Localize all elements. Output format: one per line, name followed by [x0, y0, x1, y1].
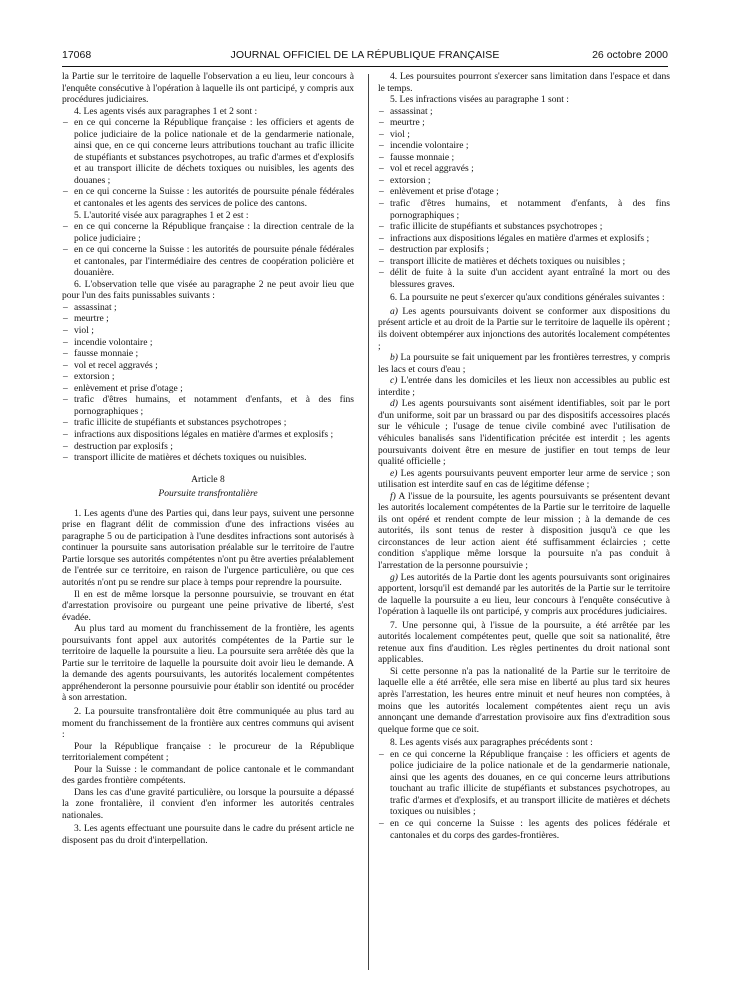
paragraph: 6. La poursuite ne peut s'exercer qu'aux conditions générales suivantes :: [390, 292, 665, 304]
list-item: – meurtre ;: [62, 313, 354, 325]
journal-title: JOURNAL OFFICIEL DE LA RÉPUBLIQUE FRANÇAISE: [230, 49, 500, 61]
paragraph: 3. Les agents effectuant une poursuite dans le cadre du présent article ne disposent pas du droit d'interpellation.: [62, 823, 354, 846]
list-item: – incendie volontaire ;: [378, 140, 670, 152]
list: [378, 106, 670, 291]
list-item: – transport illicite de matières et déchets toxiques ou nuisibles.: [62, 452, 354, 464]
paragraph: Au plus tard au moment du franchissement de la frontière, les agents poursuivants font appel aux autorités compétentes de la Partie sur le territoire de laquelle la poursuite a lieu. La poursuite sera arrêtée dès que la Partie sur le territoire de laquelle la poursuite doit avoir lieu le demande. A la demande des agents poursuivants, les autorités localement compétentes appréhenderont la personne poursuivie pour établir son identité ou procéder à son arrestation.: [62, 623, 354, 704]
publication-date: 26 octobre 2000: [592, 49, 668, 61]
condition-a: a) Les agents poursuivants doivent se conformer aux dispositions du présent article et au droit de la Partie sur le territoire de laquelle ils opèrent ; ils doivent obtempérer aux injonctions des autorités localement compétentes ;: [378, 305, 670, 352]
condition-b: b) La poursuite se fait uniquement par les frontières terrestres, y compris les lacs et cours d'eau ;: [378, 352, 670, 375]
list-item: – viol ;: [62, 325, 354, 337]
page-header: [62, 46, 668, 66]
paragraph: Pour la Suisse : le commandant de police cantonale et le commandant des gardes frontière compétents.: [62, 763, 354, 787]
list-item: – extorsion ;: [62, 371, 354, 383]
list-item: – transport illicite de matières et déchets toxiques ou nuisibles ;: [378, 256, 670, 268]
header-rule: [62, 66, 668, 67]
article-subtitle: Poursuite transfrontalière: [158, 488, 258, 500]
list-item: – vol et recel aggravés ;: [378, 163, 670, 175]
condition-d: d) Les agents poursuivants sont aisément identifiables, soit par le port d'un uniforme, soit par un brassard ou par des dispositifs accessoires placés sur le véhicule ; l'usage de tenue civile combiné avec l'utilisation de véhicules banalisés sans l'identification précitée est interdit ; les agents poursuivants doivent être en mesure de justifier en tout temps de leur qualité officielle ;: [378, 398, 671, 468]
list-item: – infractions aux dispositions légales en matière d'armes et explosifs ;: [378, 233, 670, 245]
article-title: Article 8: [191, 473, 225, 485]
list-item: – trafic d'êtres humains, et notamment d'enfants, à des fins pornographiques ;: [378, 198, 670, 221]
condition-c: c) L'entrée dans les domiciles et les lieux non accessibles au public est interdite ;: [378, 375, 670, 398]
paragraph-5: 5. L'autorité visée aux paragraphes 1 et 2 est :: [74, 209, 249, 221]
list-item: – meurtre ;: [378, 117, 670, 129]
list-item: – enlèvement et prise d'otage ;: [378, 186, 670, 198]
list-item: – délit de fuite à la suite d'un accident ayant entraîné la mort ou des blessures graves.: [378, 267, 670, 290]
list-item: – fausse monnaie ;: [62, 348, 354, 360]
paragraph: 2. La poursuite transfrontalière doit être communiquée au plus tard au moment du franchissement de la frontière aux centres communs qui avisent :: [62, 705, 354, 741]
paragraph: 7. Une personne qui, à l'issue de la poursuite, a été arrêtée par les autorités localement compétentes peut, quelle que soit sa nationalité, être retenue aux fins d'audition. Les règles pertinentes du droit national sont applicables.: [378, 619, 670, 666]
paragraph-6: 6. L'observation telle que visée au paragraphe 2 ne peut avoir lieu que pour l'un des faits punissables suivants :: [62, 278, 354, 302]
list-item: – fausse monnaie ;: [378, 152, 670, 164]
paragraph: 8. Les agents visés aux paragraphes précédents sont :: [390, 737, 593, 749]
list-item: – assassinat ;: [62, 302, 354, 314]
list-item: – trafic illicite de stupéfiants et substances psychotropes ;: [62, 417, 354, 429]
list-item: – en ce qui concerne la République française : les officiers et agents de police judiciaire de la police nationale et de la gendarmerie nationale, ainsi que, en ce qui concerne leurs attributions touchant au trafic illicite de stupéfiants et substances psychotropes, au trafic d'armes et d'explosifs et au transport illicite de déchets toxiques ou nuisibles, les agents des douanes ;: [62, 117, 354, 186]
paragraph: Pour la République française : le procureur de la République territorialement compétent ;: [62, 740, 354, 764]
column-divider: [368, 74, 369, 970]
list-item: – en ce qui concerne la Suisse : les autorités de poursuite pénale fédérales et cantonales, par l'intermédiaire des centres de coopération policière et douanière.: [62, 244, 354, 279]
paragraph: 4. Les poursuites pourront s'exercer sans limitation dans l'espace et dans le temps.: [378, 71, 670, 94]
list-item: – trafic illicite de stupéfiants et substances psychotropes ;: [378, 221, 670, 233]
list-item: – trafic d'êtres humains, et notamment d'enfants, et à des fins pornographiques ;: [62, 394, 354, 417]
right-column: [378, 71, 670, 841]
paragraph: 1. Les agents d'une des Parties qui, dans leur pays, suivent une personne prise en flagrant délit de commission d'une des infractions visées au paragraphe 5 ou de participation à l'une desdites infractions sont autorisés à continuer la poursuite sans autorisation préalable sur le territoire de l'autre Partie lorsque ses autorités compétentes n'ont pu être averties préalablement de l'entrée sur ce territoire, en raison de l'urgence particulière, ou que ces autorités n'ont pu se rendre sur place à temps pour reprendre la poursuite.: [62, 507, 354, 588]
list: [62, 221, 354, 279]
list: [62, 302, 354, 464]
list-item: – destruction par explosifs ;: [62, 441, 354, 453]
paragraph: Il en est de même lorsque la personne poursuivie, se trouvant en état d'arrestation provisoire ou purgeant une peine privative de liberté, s'est évadée.: [62, 588, 354, 623]
list-item: – viol ;: [378, 129, 670, 141]
paragraph: la Partie sur le territoire de laquelle l'observation a eu lieu, leur concours à l'enquête consécutive à l'opération à laquelle ils ont participé, y compris aux procédures judiciaires.: [62, 71, 354, 106]
paragraph-4: 4. Les agents visés aux paragraphes 1 et 2 sont :: [74, 105, 258, 117]
list-item: – en ce qui concerne la République française : les officiers et agents de police judiciaire de la police nationale et de la gendarmerie nationale, ainsi que les agents des douanes, en ce qui concerne leurs attributions touchant au trafic illicite de stupéfiants et substances psychotropes, au trafic d'armes et d'explosifs, et au transport illicite de matières et déchets toxiques ou nuisibles ;: [378, 749, 670, 818]
list-item: – en ce qui concerne la Suisse : les agents des polices fédérale et cantonales et du corps des gardes-frontières.: [378, 818, 670, 841]
condition-f: f) A l'issue de la poursuite, les agents poursuivants se présentent devant les autorités localement compétentes de la Partie sur le territoire de laquelle ils ont opéré et rendent compte de leur mission ; à la demande de ces autorités, ils sont tenus de rester à disposition jusqu'à ce que les circonstances de leur action aient été suffisamment éclaircies ; cette condition s'applique même lorsque la poursuite n'a pas conduit à l'arrestation de la personne poursuivie ;: [378, 490, 670, 571]
page-number: 17068: [62, 49, 92, 61]
list-item: – extorsion ;: [378, 175, 670, 187]
list-item: – enlèvement et prise d'otage ;: [62, 383, 354, 395]
paragraph: Dans les cas d'une gravité particulière, ou lorsque la poursuite a dépassé la zone frontalière, il convient d'en informer les autorités centrales nationales.: [62, 786, 354, 821]
list-item: – incendie volontaire ;: [62, 337, 354, 349]
condition-g: g) Les autorités de la Partie dont les agents poursuivants sont originaires apportent, lorsqu'il est demandé par les autorités de la Partie sur le territoire de laquelle la poursuite a eu lieu, leur concours à l'enquête consécutive à l'opération à laquelle ils ont participé, y compris aux procédures judiciaires.: [378, 571, 670, 618]
paragraph: Si cette personne n'a pas la nationalité de la Partie sur le territoire de laquelle elle a été arrêtée, elle sera mise en liberté au plus tard six heures après l'arrestation, les heures entre minuit et neuf heures non comptées, à moins que les autorités localement compétentes aient reçu un avis annonçant une demande d'arrestation provisoire aux fins d'extradition sous quelque forme que ce soit.: [378, 665, 670, 735]
condition-e: e) Les agents poursuivants peuvent emporter leur arme de service ; son utilisation est interdite sauf en cas de légitime défense ;: [378, 467, 670, 491]
list-item: – infractions aux dispositions légales en matière d'armes et explosifs ;: [62, 429, 354, 441]
left-column: [62, 71, 354, 847]
list: [62, 117, 354, 209]
list: [378, 749, 670, 841]
list-item: – en ce qui concerne la République française : la direction centrale de la police judiciaire ;: [62, 221, 354, 244]
list-item: – vol et recel aggravés ;: [62, 360, 354, 372]
list-item: – assassinat ;: [378, 106, 670, 118]
list-item: – en ce qui concerne la Suisse : les autorités de poursuite pénale fédérales et cantonales et les agents des services de police des cantons.: [62, 186, 354, 209]
list-item: – destruction par explosifs ;: [378, 244, 670, 256]
paragraph: 5. Les infractions visées au paragraphe 1 sont :: [390, 94, 569, 106]
